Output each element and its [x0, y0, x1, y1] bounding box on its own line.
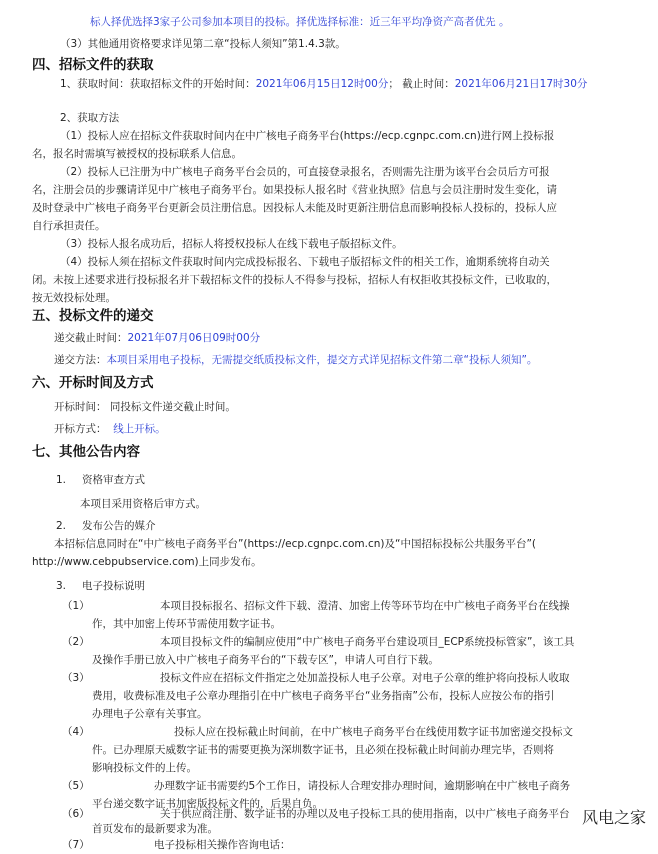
opening-method-label: 开标方式：	[54, 423, 107, 435]
ebid-4-line-a: 投标人应在投标截止时间前，在中广核电子商务平台在线使用数字证书加密递交投标文	[174, 726, 573, 738]
ebid-7-line-a: 电子投标相关操作咨询电话：	[154, 839, 291, 851]
acquire-time-label: 1、获取时间：获取招标文件的开始时间：	[60, 78, 256, 90]
ebid-4-number: （4）	[62, 726, 90, 738]
item-2-line-b: http://www.cebpubservice.com)上同步发布。	[32, 556, 262, 568]
site-watermark: 风电之家	[581, 808, 646, 827]
ebid-6-line-a: 关于供应商注册、数字证书的办理以及电子投标工具的使用指南，以中广核电子商务平台	[160, 808, 570, 820]
eligibility-line: 标人择优选择3家子公司参加本项目的投标。择优选择标准：近三年平均净资产高者优先 。	[90, 16, 510, 28]
ebid-2-line-a: 本项目投标文件的编制应使用“中广核电子商务平台建设项目_ECP系统投标管家”，该工具	[160, 636, 575, 648]
submit-deadline-value: 2021年07月06日09时00分	[127, 332, 261, 344]
submit-method-value: 本项目采用电子投标，无需提交纸质投标文件，提交方式详见招标文件第二章“投标人须知”。	[106, 354, 538, 366]
method-2-line-a: （2）投标人已注册为中广核电子商务平台会员的，可直接登录报名，否则需先注册为该平台会员后方可报	[60, 166, 550, 178]
acquire-time-line	[60, 75, 587, 93]
method-2-line-b: 名，注册会员的步骤请详见中广核电子商务平台。如果投标人报名时《营业执照》信息与会员注册时发生变化，请	[32, 184, 557, 196]
submit-method-label: 递交方法：	[54, 354, 107, 366]
ebid-4-line-b: 件。已办理原天威数字证书的需要更换为深圳数字证书，且必须在投标截止时间前办理完毕，否则将	[92, 744, 554, 756]
item-1-title: 资格审查方式	[82, 474, 145, 486]
ebid-6-line-b: 首页发布的最新要求为准。	[92, 823, 218, 835]
acquire-end-time: 2021年06月21日17时30分	[454, 78, 588, 90]
ebid-6-number: （6）	[62, 808, 90, 820]
item-3-heading	[56, 577, 145, 595]
ebid-4-line-c: 影响投标文件的上传。	[92, 762, 197, 774]
section-5-heading: 五、投标文件的递交	[32, 308, 154, 324]
method-4-line-c: 按无效投标处理。	[32, 292, 116, 304]
ebid-3-number: （3）	[62, 672, 90, 684]
item-2-number: 2.	[56, 520, 67, 532]
item-3-number: 3.	[56, 580, 67, 592]
submit-deadline-line	[54, 329, 260, 347]
section-6-heading: 六、开标时间及方式	[32, 375, 154, 391]
item-1-body: 本项目采用资格后审方式。	[80, 498, 206, 510]
ebid-1-line-a: 本项目投标报名、招标文件下载、澄清、加密上传等环节均在中广核电子商务平台在线操	[160, 600, 570, 612]
section-4-heading: 四、招标文件的获取	[32, 57, 154, 73]
item-3-title: 电子投标说明	[82, 580, 145, 592]
ebid-2-line-b: 及操作手册已放入中广核电子商务平台的“下载专区”，申请人可自行下载。	[92, 654, 439, 666]
method-1-line-b: 名，报名时需填写被授权的投标联系人信息。	[32, 148, 242, 160]
submit-deadline-label: 递交截止时间：	[54, 332, 128, 344]
opening-time-line: 开标时间： 同投标文件递交截止时间。	[54, 401, 236, 413]
opening-method-line	[54, 420, 166, 438]
item-2-title: 发布公告的媒介	[82, 520, 156, 532]
section-7-heading: 七、其他公告内容	[32, 444, 140, 460]
item-2-line-a: 本招标信息同时在“中广核电子商务平台”(https://ecp.cgnpc.com.cn)及“中国招标投标公共服务平台”(	[54, 538, 536, 550]
method-4-line-b: 闭。未按上述要求进行投标报名并下载招标文件的投标人不得参与投标，招标人有权拒收其投标文件，已收取的，	[32, 274, 557, 286]
ebid-3-line-b: 费用，收费标准及电子公章办理指引在中广核电子商务平台“业务指南”公布，投标人应按公布的指引	[92, 690, 555, 702]
method-3-line: （3）投标人报名成功后，招标人将授权投标人在线下载电子版招标文件。	[60, 238, 403, 250]
ebid-5-number: （5）	[62, 780, 90, 792]
acquire-method-heading: 2、获取方法	[60, 112, 120, 124]
item-1-heading	[56, 471, 145, 489]
item-2-heading	[56, 517, 156, 535]
ebid-1-number: （1）	[62, 600, 90, 612]
acquire-deadline-label: ； 截止时间：	[388, 78, 455, 90]
ebid-3-line-c: 办理电子公章有关事宜。	[92, 708, 208, 720]
ebid-1-line-b: 作，其中加密上传环节需使用数字证书。	[92, 618, 281, 630]
opening-method-value: 线上开标。	[113, 423, 166, 435]
method-4-line-a: （4）投标人须在招标文件获取时间内完成投标报名、下载电子版招标文件的相关工作，逾期系统将自动关	[60, 256, 550, 268]
general-qualification-line: （3）其他通用资格要求详见第二章“投标人须知”第1.4.3款。	[60, 38, 346, 50]
submit-method-line	[54, 351, 537, 369]
method-2-line-c: 及时登录中广核电子商务平台更新会员注册信息。因投标人未能及时更新注册信息而影响投标人投标的，投标人应	[32, 202, 557, 214]
acquire-start-time: 2021年06月15日12时00分	[255, 78, 389, 90]
ebid-7-number: （7）	[62, 839, 90, 851]
method-1-line-a: （1）投标人应在招标文件获取时间内在中广核电子商务平台(https://ecp.cgnpc.com.cn)进行网上投标报	[60, 130, 555, 142]
ebid-5-line-b: 平台递交数字证书加密版投标文件的，后果自负。	[92, 798, 323, 810]
ebid-2-number: （2）	[62, 636, 90, 648]
item-1-number: 1.	[56, 474, 67, 486]
ebid-5-line-a: 办理数字证书需要约5个工作日，请投标人合理安排办理时间，逾期影响在中广核电子商务	[154, 780, 571, 792]
ebid-3-line-a: 投标文件应在招标文件指定之处加盖投标人电子公章。对电子公章的维护将向投标人收取	[160, 672, 570, 684]
method-2-line-d: 自行承担责任。	[32, 220, 106, 232]
